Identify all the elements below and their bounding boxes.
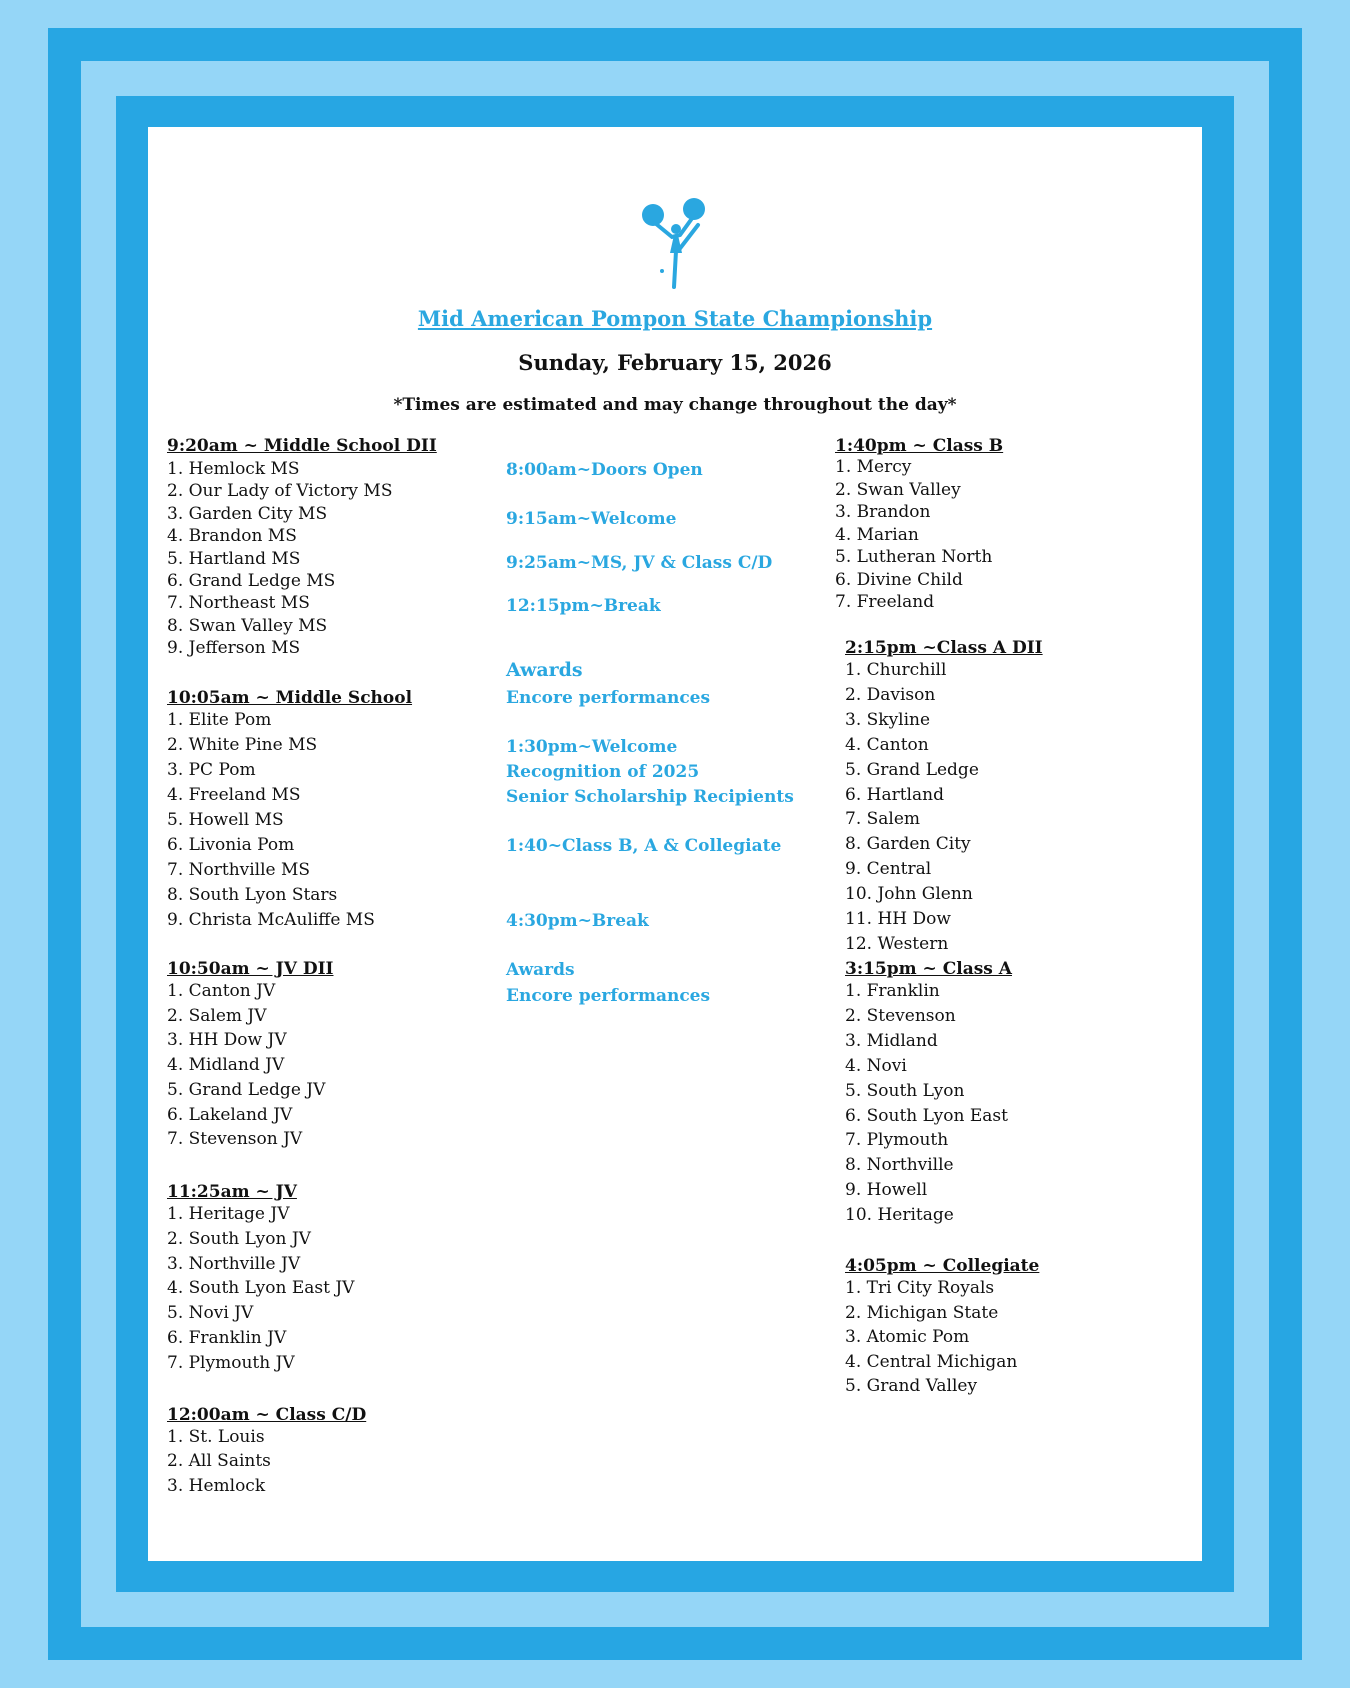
list-item: 1. St. Louis [167, 1427, 265, 1447]
division-heading: 4:05pm ~ Collegiate [845, 1256, 1040, 1276]
schedule-item: 1:30pm~Welcome [506, 737, 678, 757]
list-item: 4. Central Michigan [845, 1351, 1018, 1372]
division-heading: 2:15pm ~Class A DII [845, 638, 1043, 658]
division-heading: 10:05am ~ Middle School [167, 688, 413, 708]
list-item: 3. Garden City MS [167, 503, 328, 524]
list-item: 3. Skyline [845, 709, 931, 730]
division-section [167, 959, 333, 1152]
list-item: 3. Atomic Pom [845, 1327, 970, 1347]
list-item: 4. Canton [845, 734, 929, 755]
list-item: 5. Grand Ledge JV [167, 1079, 326, 1100]
event-date: Sunday, February 15, 2026 [518, 350, 832, 375]
list-item: 2. Our Lady of Victory MS [167, 481, 393, 502]
list-item: 2. Salem JV [167, 1005, 267, 1026]
list-item: 7. Northeast MS [167, 593, 310, 614]
schedule-item: 9:15am~Welcome [506, 509, 677, 529]
list-item: 1. Canton JV [167, 981, 276, 1001]
schedule-item: Recognition of 2025 [506, 762, 700, 782]
list-item: 8. Garden City [845, 834, 971, 855]
list-item: 6. Hartland [845, 784, 944, 805]
list-item: 7. Plymouth [845, 1130, 949, 1151]
list-item: 4. Midland JV [167, 1055, 285, 1076]
list-item: 1. Mercy [835, 457, 912, 477]
list-item: 5. South Lyon [845, 1080, 965, 1101]
cheerleader-logo-icon [636, 195, 716, 290]
list-item: 12. Western [845, 933, 949, 954]
list-item: 6. Grand Ledge MS [167, 571, 336, 592]
list-item: 2. All Saints [167, 1451, 271, 1472]
list-item: 7. Stevenson JV [167, 1129, 303, 1150]
list-item: 1. Churchill [845, 660, 947, 680]
list-item: 1. Hemlock MS [167, 459, 300, 479]
team-list [835, 456, 1003, 614]
list-item: 3. HH Dow JV [167, 1030, 287, 1051]
team-list [845, 1276, 1039, 1399]
list-item: 3. Midland [845, 1030, 938, 1051]
list-item: 6. South Lyon East [845, 1105, 1008, 1126]
list-item: 5. Novi JV [167, 1303, 254, 1324]
team-list [167, 708, 412, 933]
list-item: 6. Lakeland JV [167, 1104, 293, 1125]
list-item: 2. Davison [845, 684, 936, 705]
list-item: 10. Heritage [845, 1205, 954, 1226]
list-item: 5. Grand Valley [845, 1376, 978, 1396]
division-section [167, 436, 437, 660]
division-heading: 11:25am ~ JV [167, 1182, 297, 1202]
division-section [845, 638, 1043, 957]
event-title: Mid American Pompon State Championship [417, 306, 933, 331]
list-item: 9. Howell [845, 1180, 928, 1201]
schedule-item: Awards [506, 960, 575, 980]
list-item: 7. Northville MS [167, 860, 311, 880]
list-item: 8. Northville [845, 1155, 954, 1176]
schedule-item: Senior Scholarship Recipients [506, 787, 794, 807]
list-item: 9. Central [845, 859, 932, 880]
list-item: 4. Novi [845, 1055, 907, 1076]
team-list [167, 979, 333, 1152]
team-list [167, 458, 437, 660]
schedule-item: Awards [506, 659, 583, 681]
list-item: 4. Brandon MS [167, 526, 297, 547]
list-item: 7. Salem [845, 809, 921, 830]
list-item: 6. Livonia Pom [167, 835, 295, 855]
list-item: 10. John Glenn [845, 884, 973, 905]
list-item: 3. Hemlock [167, 1475, 266, 1496]
division-section [835, 436, 1003, 614]
division-heading: 12:00am ~ Class C/D [167, 1405, 367, 1425]
list-item: 4. Freeland MS [167, 785, 301, 805]
list-item: 2. Stevenson [845, 1005, 956, 1026]
list-item: 6. Divine Child [835, 569, 963, 590]
division-heading: 9:20am ~ Middle School DII [167, 436, 437, 456]
list-item: 4. South Lyon East JV [167, 1278, 355, 1299]
list-item: 2. Swan Valley [835, 479, 961, 500]
list-item: 8. Swan Valley MS [167, 615, 328, 636]
schedule-item: 9:25am~MS, JV & Class C/D [506, 553, 773, 573]
list-item: 1. Tri City Royals [845, 1278, 995, 1298]
list-item: 2. Michigan State [845, 1302, 999, 1323]
list-item: 5. Howell MS [167, 810, 284, 830]
list-item: 1. Franklin [845, 981, 940, 1001]
division-section [167, 688, 412, 933]
team-list [845, 658, 1043, 957]
list-item: 7. Freeland [835, 592, 935, 612]
team-list [167, 1425, 366, 1498]
schedule-item: 8:00am~Doors Open [506, 460, 703, 480]
schedule-item: Encore performances [506, 688, 711, 708]
division-section [845, 1256, 1039, 1399]
times-note: *Times are estimated and may change throughout the day* [393, 395, 957, 415]
list-item: 6. Franklin JV [167, 1327, 287, 1348]
list-item: 5. Hartland MS [167, 548, 301, 569]
team-list [845, 979, 1012, 1228]
schedule-item: Encore performances [506, 986, 711, 1006]
list-item: 5. Lutheran North [835, 547, 993, 567]
list-item: 9. Christa McAuliffe MS [167, 910, 375, 930]
list-item: 1. Heritage JV [167, 1204, 290, 1224]
list-item: 2. South Lyon JV [167, 1228, 311, 1249]
division-section [167, 1405, 366, 1498]
list-item: 11. HH Dow [845, 909, 951, 930]
list-item: 2. White Pine MS [167, 735, 318, 755]
list-item: 3. Northville JV [167, 1253, 301, 1274]
division-heading: 1:40pm ~ Class B [835, 436, 1004, 456]
schedule-item: 4:30pm~Break [506, 911, 649, 931]
division-section [167, 1182, 354, 1376]
team-list [167, 1202, 354, 1376]
list-item: 7. Plymouth JV [167, 1352, 295, 1373]
division-section [845, 959, 1012, 1228]
list-item: 3. PC Pom [167, 760, 256, 780]
list-item: 8. South Lyon Stars [167, 885, 338, 905]
list-item: 1. Elite Pom [167, 710, 272, 730]
list-item: 5. Grand Ledge [845, 759, 979, 780]
list-item: 3. Brandon [835, 502, 931, 522]
schedule-item: 1:40~Class B, A & Collegiate [506, 836, 782, 856]
division-heading: 3:15pm ~ Class A [845, 959, 1012, 979]
list-item: 9. Jefferson MS [167, 638, 301, 659]
list-item: 4. Marian [835, 524, 919, 545]
division-heading: 10:50am ~ JV DII [167, 959, 334, 979]
schedule-item: 12:15pm~Break [506, 596, 661, 616]
